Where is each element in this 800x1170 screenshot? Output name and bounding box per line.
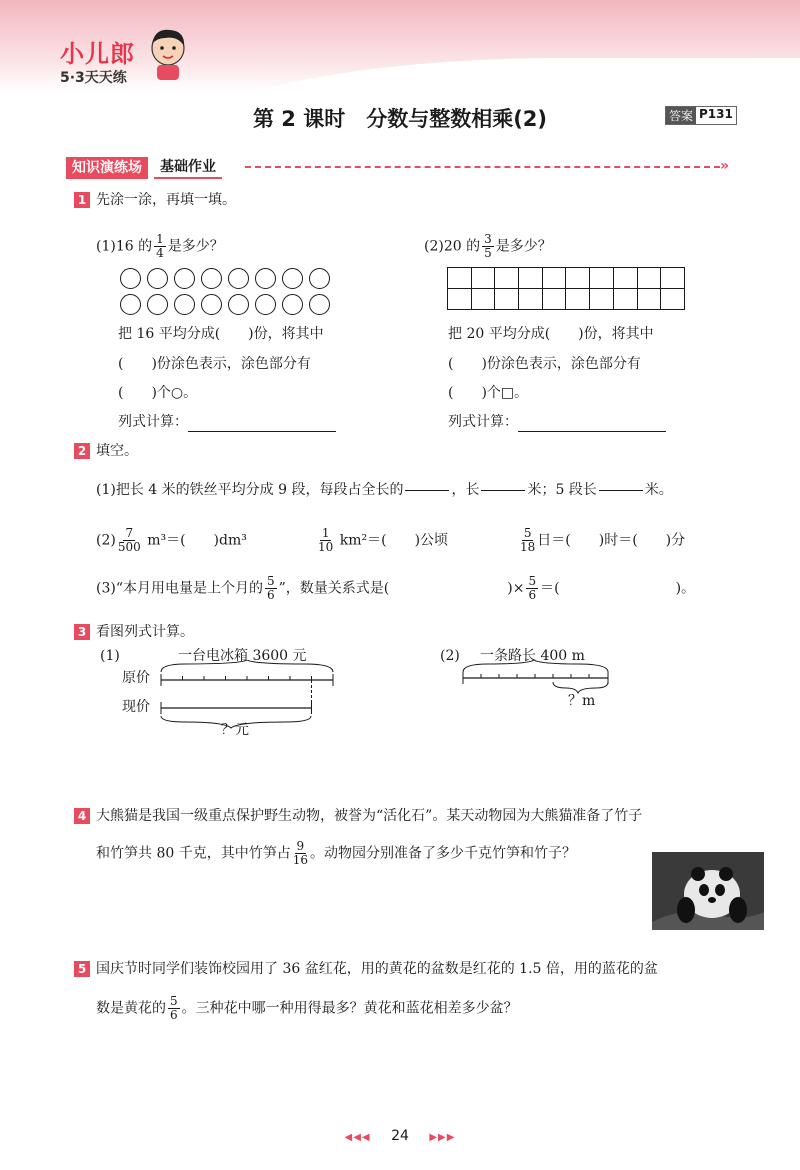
fraction: $\frac{1}{10}$	[318, 526, 334, 554]
question-number: 1	[74, 192, 90, 208]
q1-part1-calc: 列式计算：	[118, 412, 336, 432]
page-number: 24	[391, 1128, 409, 1144]
panda-photo	[652, 852, 764, 930]
question-number: 4	[74, 808, 90, 824]
answer-page: P131	[699, 107, 733, 121]
q2-part2-c: $\frac{5}{18}$ 日＝( )时＝( )分	[520, 526, 686, 554]
q1-part1-line2: ( )份涂色表示，涂色部分有	[118, 356, 311, 372]
q4-line2: 和竹笋共 80 千克，其中竹笋占 $\frac{9}{16}$ 。动物园分别准备了多少千克竹笋和竹子？	[96, 839, 576, 867]
q5-line1: 国庆节时同学们装饰校园用了 36 盆红花，用的黄花的盆数是红花的 1.5 倍，用的蓝花的盆	[96, 961, 658, 977]
fraction: $\frac{1}{4}$	[156, 232, 164, 260]
q3-row-current: 现价	[122, 699, 150, 715]
segment-diagram-1	[155, 660, 345, 730]
answer-blank[interactable]	[188, 417, 336, 432]
fraction: $\frac{5}{6}$	[267, 574, 275, 602]
circle-group[interactable]	[120, 268, 331, 315]
page-title: 第 2 课时 分数与整数相乘(2)	[252, 107, 548, 131]
brand-logo	[60, 34, 135, 87]
logo-title: 小儿郎	[60, 40, 135, 68]
fraction: $\frac{5}{6}$	[170, 994, 178, 1022]
fraction: $\frac{9}{16}$	[292, 839, 308, 867]
triple-arrow-left-icon: ◀◀◀	[344, 1132, 371, 1143]
q3-diagram2-label: (2)	[440, 648, 460, 664]
q1-part1-line3: ( )个○。	[118, 385, 198, 401]
q3-diagram2-total: 一条路长 400 m	[480, 648, 585, 664]
fraction: $\frac{5}{6}$	[528, 574, 537, 602]
section-header	[66, 157, 222, 179]
double-chevron-right-icon: »	[720, 158, 730, 174]
section-tag: 知识演练场	[66, 157, 148, 179]
q3-diagram1-label: (1)	[100, 648, 120, 664]
q1-part2-calc: 列式计算：	[448, 412, 666, 432]
q2-stem: 填空。	[96, 443, 138, 459]
question-number: 3	[74, 624, 90, 640]
q3-diagram1-unknown: ？元	[221, 722, 249, 738]
section-name: 基础作业	[154, 157, 222, 179]
q3-stem: 看图列式计算。	[96, 624, 194, 640]
page-footer	[0, 1128, 800, 1144]
segment-diagram-2	[458, 660, 618, 696]
q1-part2-line3: ( )个□。	[448, 385, 529, 401]
fraction-blank[interactable]	[405, 481, 449, 500]
q1-part2-line1: 把 20 平均分成( )份，将其中	[448, 326, 654, 342]
logo-subtitle: 5·3天天练	[60, 70, 127, 86]
mascot-boy-icon	[145, 26, 191, 82]
fraction-blank[interactable]	[481, 481, 525, 500]
fraction: $\frac{3}{5}$	[484, 232, 492, 260]
fraction-blank[interactable]	[599, 481, 643, 500]
q1-part2-line2: ( )份涂色表示，涂色部分有	[448, 356, 641, 372]
q2-part2-a: (2) $\frac{7}{500}$ m³＝( )dm³	[96, 526, 247, 554]
question-number: 5	[74, 961, 90, 977]
answer-label: 答案	[666, 107, 696, 124]
q1-part2-prompt: (2)20 的 $\frac{3}{5}$ 是多少？	[424, 232, 552, 260]
square-grid[interactable]	[447, 267, 685, 310]
fraction: $\frac{7}{500}$	[117, 526, 141, 554]
q4-line1: 大熊猫是我国一级重点保护野生动物，被誉为“活化石”。某天动物园为大熊猫准备了竹子	[96, 808, 643, 824]
q1-part1-prompt: (1)16 的 $\frac{1}{4}$ 是多少？	[96, 232, 224, 260]
answer-blank[interactable]	[518, 417, 666, 432]
q1-stem: 先涂一涂，再填一填。	[96, 192, 236, 208]
triple-arrow-right-icon: ▶▶▶	[429, 1132, 456, 1143]
section-divider	[245, 166, 720, 168]
q5-line2: 数是黄花的 $\frac{5}{6}$ 。三种花中哪一种用得最多？黄花和蓝花相差多少盆？	[96, 994, 518, 1022]
q3-diagram2-unknown: ？m	[568, 693, 596, 709]
fraction: $\frac{5}{18}$	[520, 526, 536, 554]
q3-diagram1-total: 一台电冰箱 3600 元	[178, 648, 307, 664]
q3-row-original: 原价	[122, 670, 150, 686]
q2-part2-b: $\frac{1}{10}$ km²＝( )公顷	[318, 526, 449, 554]
q2-part3: (3)“本月用电量是上个月的 $\frac{5}{6}$ ”，数量关系式是( )× $\frac{5}{6}$ ＝( )。	[96, 574, 696, 602]
q2-part1: (1)把长 4 米的铁丝平均分成 9 段，每段占全长的 ，长 米；5 段长 米。	[96, 482, 673, 498]
question-number: 2	[74, 443, 90, 459]
answer-reference	[665, 106, 737, 125]
q1-part1-line1: 把 16 平均分成( )份，将其中	[118, 326, 324, 342]
